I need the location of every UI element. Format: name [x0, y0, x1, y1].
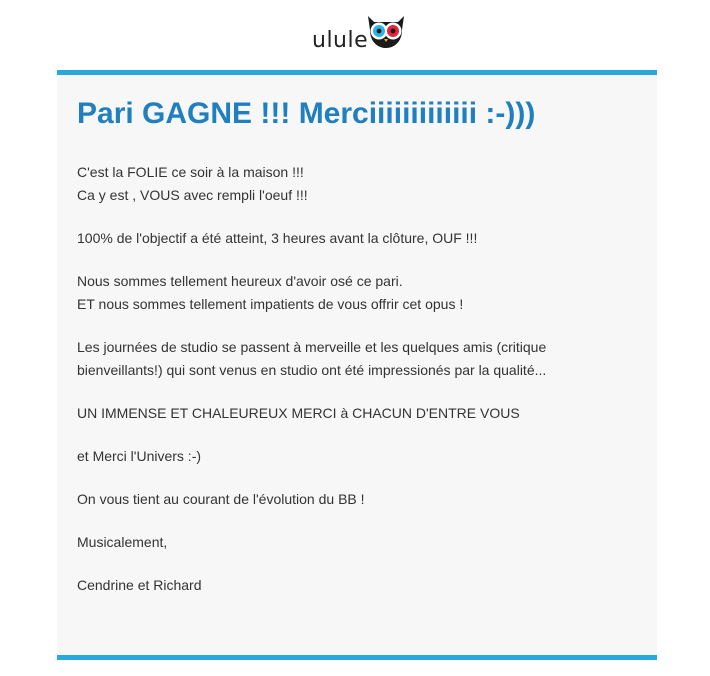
paragraph-2: [77, 227, 637, 250]
paragraph-4: [77, 336, 637, 382]
body-line: bienveillants!) qui sont venus en studio ont été impressionés par la qualité...: [77, 362, 547, 378]
ulule-logo[interactable]: [312, 10, 368, 54]
body-line: UN IMMENSE ET CHALEUREUX MERCI à CHACUN D'ENTRE VOUS: [77, 405, 520, 421]
email-body: [77, 161, 637, 617]
paragraph-5: [77, 402, 637, 425]
body-line: 100% de l'objectif a été atteint, 3 heures avant la clôture, OUF !!!: [77, 230, 478, 246]
logo-wordmark: ulule: [312, 28, 369, 53]
body-line: C'est la FOLIE ce soir à la maison !!!: [77, 164, 304, 180]
email-card: [57, 70, 657, 660]
paragraph-3: [77, 270, 637, 316]
body-line: Ca y est , VOUS avec rempli l'oeuf !!!: [77, 187, 308, 203]
body-line: ET nous sommes tellement impatients de vous offrir cet opus !: [77, 296, 464, 312]
paragraph-6: [77, 445, 637, 468]
body-line: Nous sommes tellement heureux d'avoir osé ce pari.: [77, 273, 403, 289]
body-line: et Merci l'Univers :-): [77, 448, 202, 464]
email-title: Pari GAGNE !!! Merciiiiiiiiiiiii :-))): [77, 97, 536, 130]
body-line: Les journées de studio se passent à merveille et les quelques amis (critique: [77, 339, 547, 355]
signature-line: Cendrine et Richard: [77, 577, 202, 593]
email-header: [0, 0, 710, 70]
body-line: Musicalement,: [77, 534, 168, 550]
owl-icon: [364, 10, 408, 50]
paragraph-7: [77, 488, 637, 511]
signature: [77, 574, 637, 597]
paragraph-8: [77, 531, 637, 554]
body-line: On vous tient au courant de l'évolution du BB !: [77, 491, 365, 507]
paragraph-1: [77, 161, 637, 207]
